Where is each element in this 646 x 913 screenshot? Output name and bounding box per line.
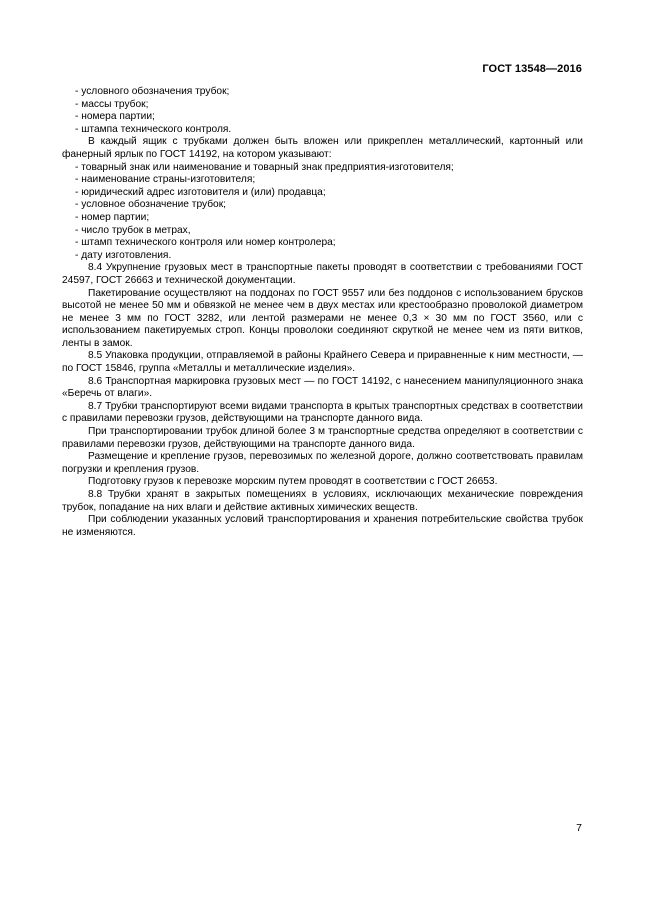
paragraph: При транспортировании трубок длиной более 3 м транспортные средства определяют в соответствии с правилами перевозки грузов, действующими на транспорте данного вида. [62,426,583,450]
paragraph: 8.7 Трубки транспортируют всеми видами транспорта в крытых транспортных средствах в соответствии с правилами перевозки грузов, действующими на транспорте данного вида. [62,400,583,425]
list-item: - число трубок в метрах, [75,224,191,236]
paragraph: При соблюдении указанных условий транспортирования и хранения потребительские свойства трубок не изменяются. [62,514,583,538]
paragraph: 8.5 Упаковка продукции, отправляемой в районы Крайнего Севера и приравненные к ним местности, — по ГОСТ 15846, группа «Металлы и металлические изделия». [62,350,583,375]
list-item: - условное обозначение трубок; [75,199,227,211]
list-item: - номер партии; [75,211,150,223]
paragraph: 8.8 Трубки хранят в закрытых помещениях в условиях, исключающих механические повреждения трубок, попадание на них влаги и действие активных химических веществ. [62,489,583,513]
document-code-header: ГОСТ 13548—2016 [482,63,582,75]
paragraph: Пакетирование осуществляют на поддонах по ГОСТ 9557 или без поддонов с использованием брусков высотой не менее 50 мм и обвязкой не менее чем в двух местах или крестообразно проволокой диаметром не менее 3 мм по ГОСТ 3282, или лентой размерами не менее 0,3 × 30 мм по ГОСТ 3560, или с использованием пакетируемых строп. Концы проволоки соединяют скруткой не менее чем из пяти витков, ленты в замок. [62,287,583,349]
list-item: - юридический адрес изготовителя и (или) продавца; [75,186,326,198]
list-item: - номера партии; [75,111,155,123]
page-number: 7 [576,822,582,834]
list-item: - массы трубок; [75,98,149,110]
list-item: - штамп технического контроля или номер контролера; [75,237,336,249]
paragraph: Размещение и крепление грузов, перевозимых по железной дороге, должно соответствовать правилам погрузки и крепления грузов. [62,451,583,475]
list-item: - дату изготовления. [75,249,172,261]
list-item: - условного обозначения трубок; [75,86,230,97]
paragraph: 8.6 Транспортная маркировка грузовых мест — по ГОСТ 14192, с нанесением манипуляционного знака «Беречь от влаги». [62,375,583,400]
paragraph: 8.4 Укрупнение грузовых мест в транспортные пакеты проводят в соответствии с требованиями ГОСТ 24597, ГОСТ 26663 и технической документации. [62,262,583,286]
paragraph: В каждый ящик с трубками должен быть вложен или прикреплен металлический, картонный или фанерный ярлык по ГОСТ 14192, на котором указывают: [62,136,583,160]
list-item: - штампа технического контроля. [75,123,232,135]
document-body [62,86,583,539]
list-item: - наименование страны-изготовителя; [75,174,256,186]
paragraph: Подготовку грузов к перевозке морским путем проводят в соответствии с ГОСТ 26653. [88,476,498,488]
list-item: - товарный знак или наименование и товарный знак предприятия-изготовителя; [75,161,454,173]
